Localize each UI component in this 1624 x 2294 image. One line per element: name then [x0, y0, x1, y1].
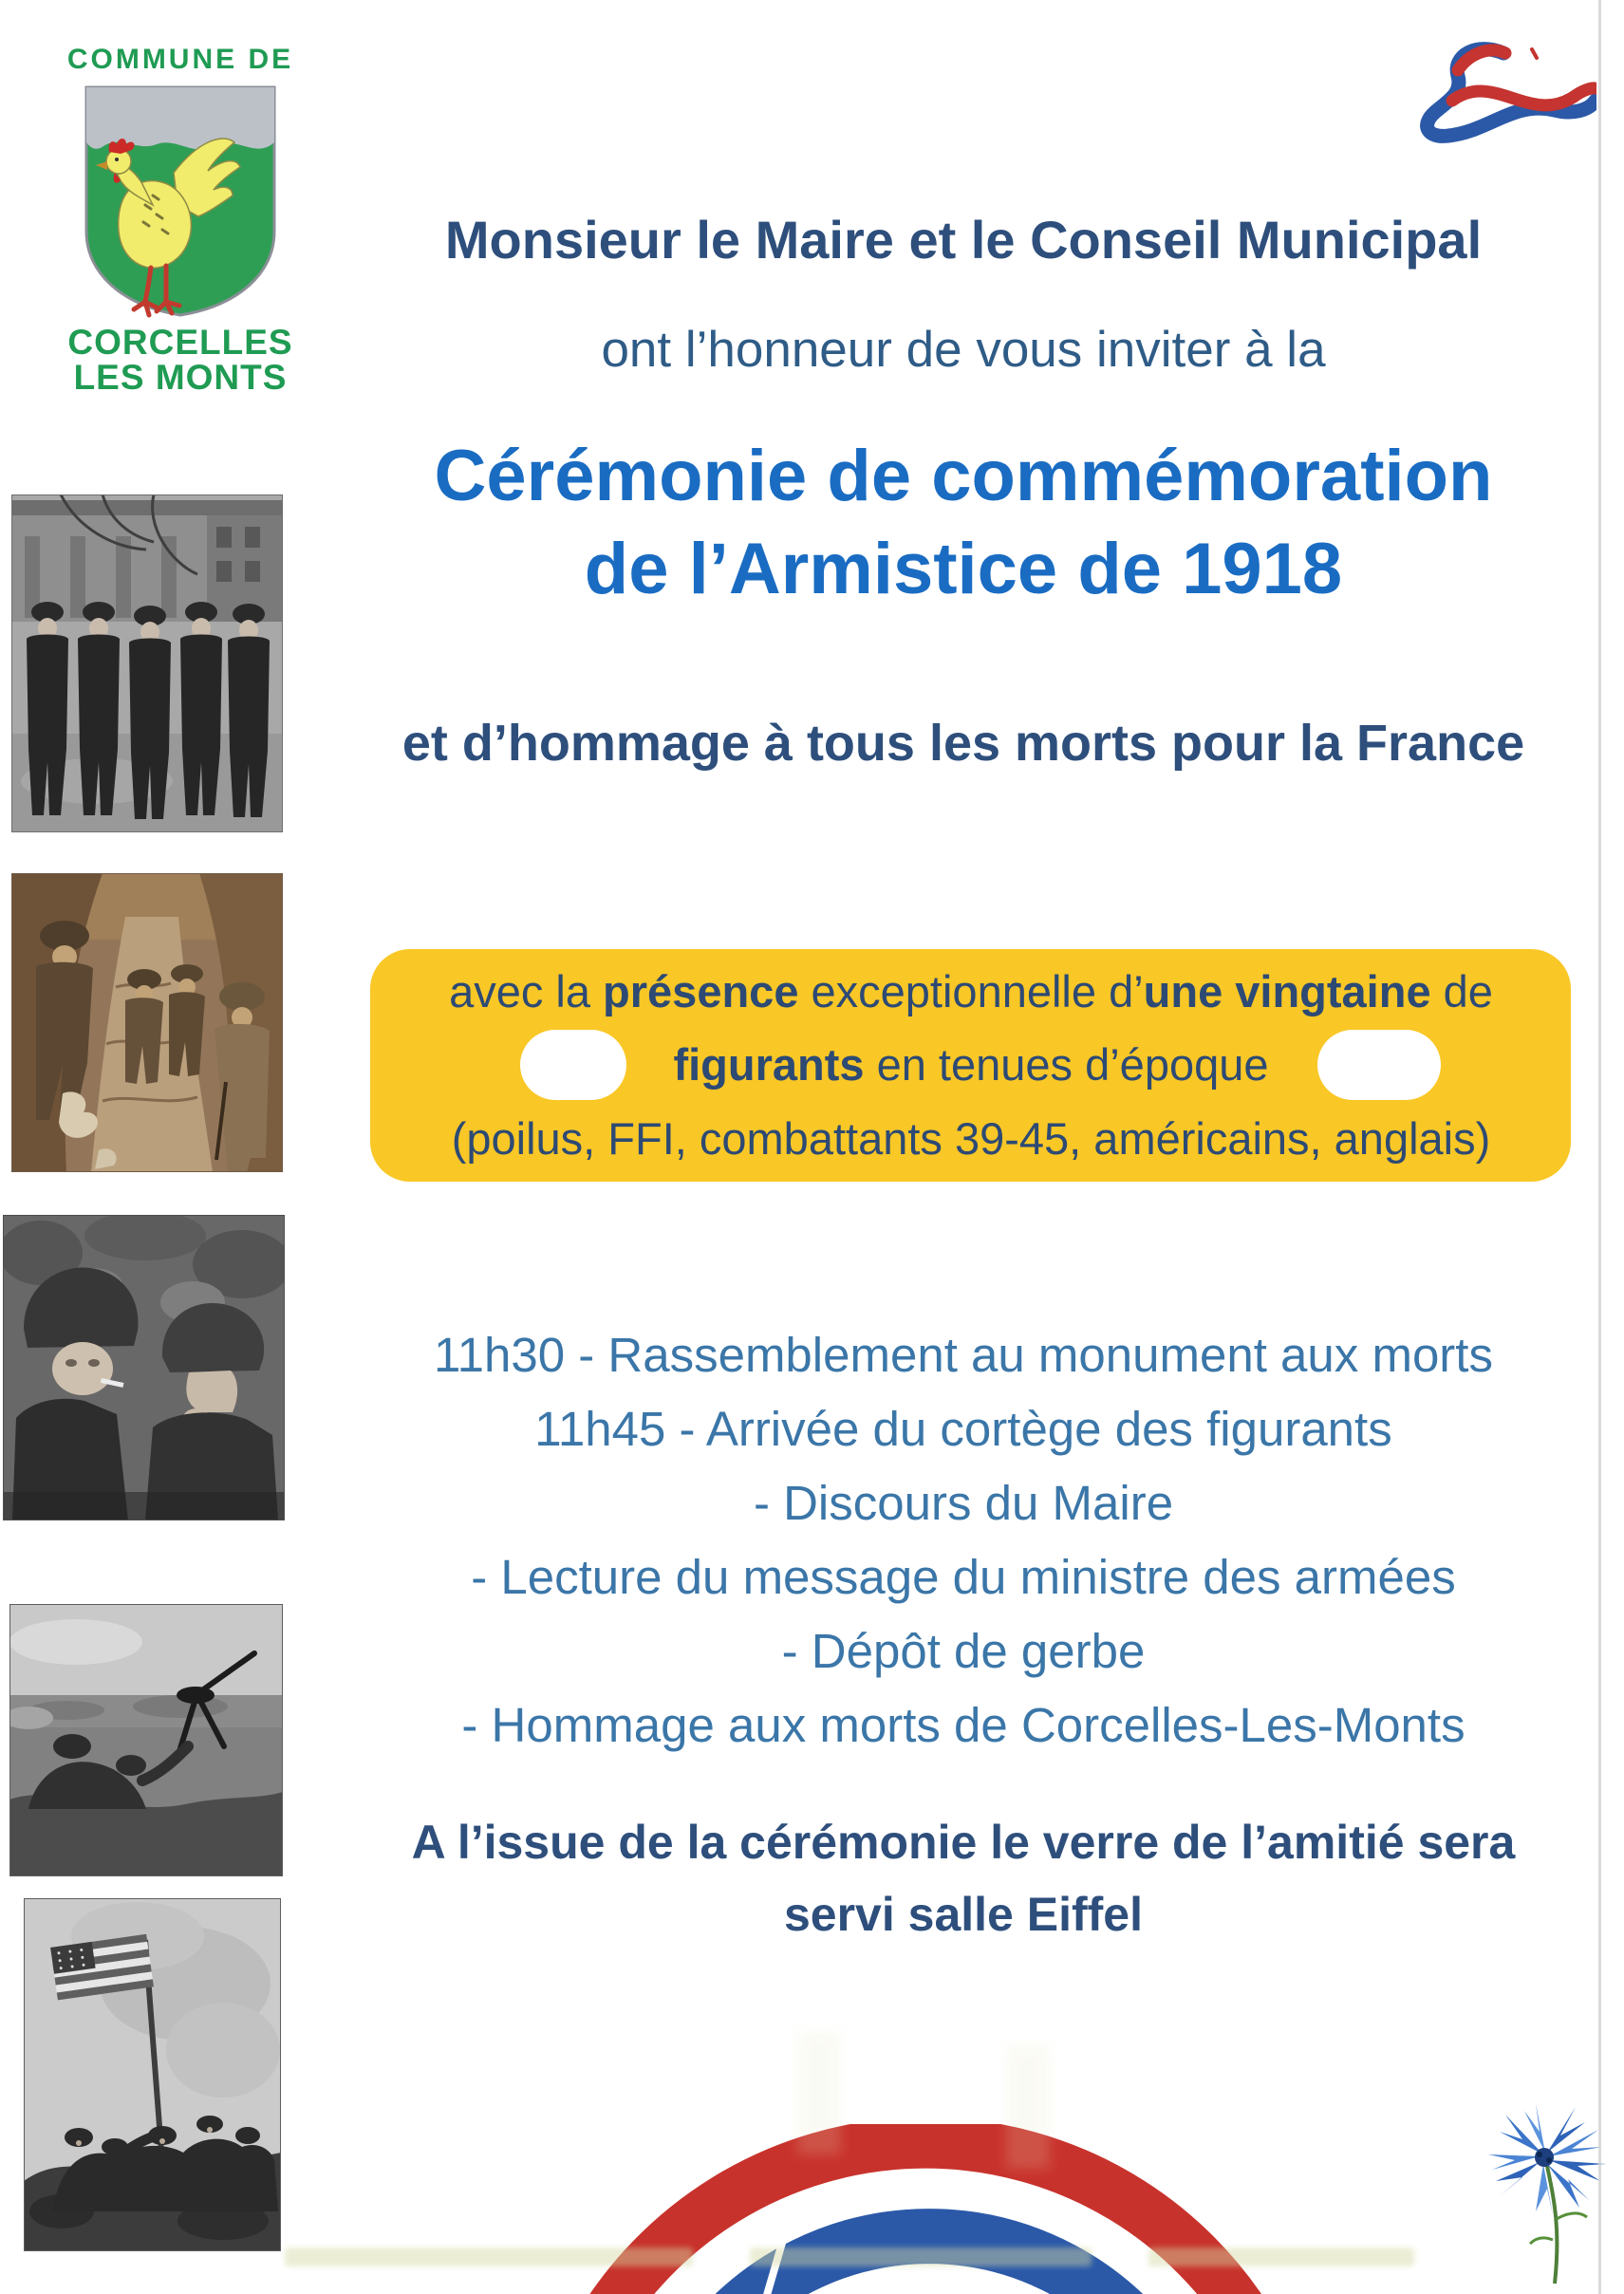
- schedule-line: - Lecture du message du ministre des armées: [471, 1550, 1456, 1604]
- scan-edge-line: [1598, 0, 1601, 2294]
- highlight-line1-bold: présence: [603, 966, 799, 1016]
- crest-name-line2: LES MONTS: [73, 358, 288, 397]
- highlight-line1-part: de: [1430, 966, 1493, 1016]
- paratroopers-photo: [3, 1215, 285, 1520]
- commune-crest: [52, 44, 308, 395]
- highlight-line2-part: en tenues d’époque: [864, 1039, 1269, 1090]
- cornflower-icon: [1473, 2098, 1615, 2287]
- poilus-trench-photo: [11, 873, 283, 1172]
- schedule-line: - Discours du Maire: [753, 1476, 1174, 1530]
- closing-line1: A l’issue de la cérémonie le verre de l’amitié sera: [411, 1816, 1516, 1869]
- closing-line2: servi salle Eiffel: [783, 1888, 1143, 1941]
- machine-gun-photo: [9, 1604, 283, 1876]
- soldiers-group-photo: [11, 494, 283, 832]
- invite-line1: Monsieur le Maire et le Conseil Municipal: [444, 210, 1483, 270]
- scan-artifact-streak: [1006, 2045, 1050, 2169]
- schedule-line: - Hommage aux morts de Corcelles-Les-Monts: [461, 1698, 1465, 1752]
- ceremony-title-line2: de l’Armistice de 1918: [584, 529, 1343, 609]
- homage-line: et d’hommage à tous les morts pour la France: [401, 715, 1525, 772]
- schedule-line: 11h30 - Rassemblement au monument aux morts: [434, 1328, 1493, 1382]
- crest-name: [52, 325, 308, 395]
- highlight-line1-bold: une vingtaine: [1143, 966, 1431, 1016]
- crest-name-line1: CORCELLES: [67, 323, 293, 362]
- highlight-line1-part: avec la: [449, 966, 604, 1016]
- highlight-line3: (poilus, FFI, combattants 39-45, américains, anglais): [451, 1113, 1491, 1164]
- commune-crest-icon: [79, 82, 282, 321]
- tricolor-ribbon-icon: [1378, 42, 1596, 148]
- tricolor-arc-icon: [536, 2124, 1286, 2294]
- scan-artifact-band: [285, 2247, 693, 2266]
- scan-artifact-band: [1148, 2247, 1414, 2266]
- scan-artifact-band: [750, 2247, 1092, 2266]
- highlight-line2-bold: figurants: [673, 1039, 865, 1090]
- schedule-line: - Dépôt de gerbe: [781, 1624, 1146, 1678]
- highlight-line2: [372, 1038, 1570, 1091]
- crest-top-label: COMMUNE DE: [66, 44, 294, 75]
- schedule-line: 11h45 - Arrivée du cortège des figurants: [534, 1402, 1392, 1456]
- highlight-line1: [372, 965, 1570, 1017]
- scan-artifact-streak: [797, 2031, 841, 2154]
- highlight-line1-part: exceptionnelle d’: [798, 966, 1144, 1016]
- flag-raising-photo: [24, 1898, 281, 2251]
- ceremony-title-line1: Cérémonie de commémoration: [434, 436, 1493, 516]
- invite-line2: ont l’honneur de vous inviter à la: [601, 322, 1326, 378]
